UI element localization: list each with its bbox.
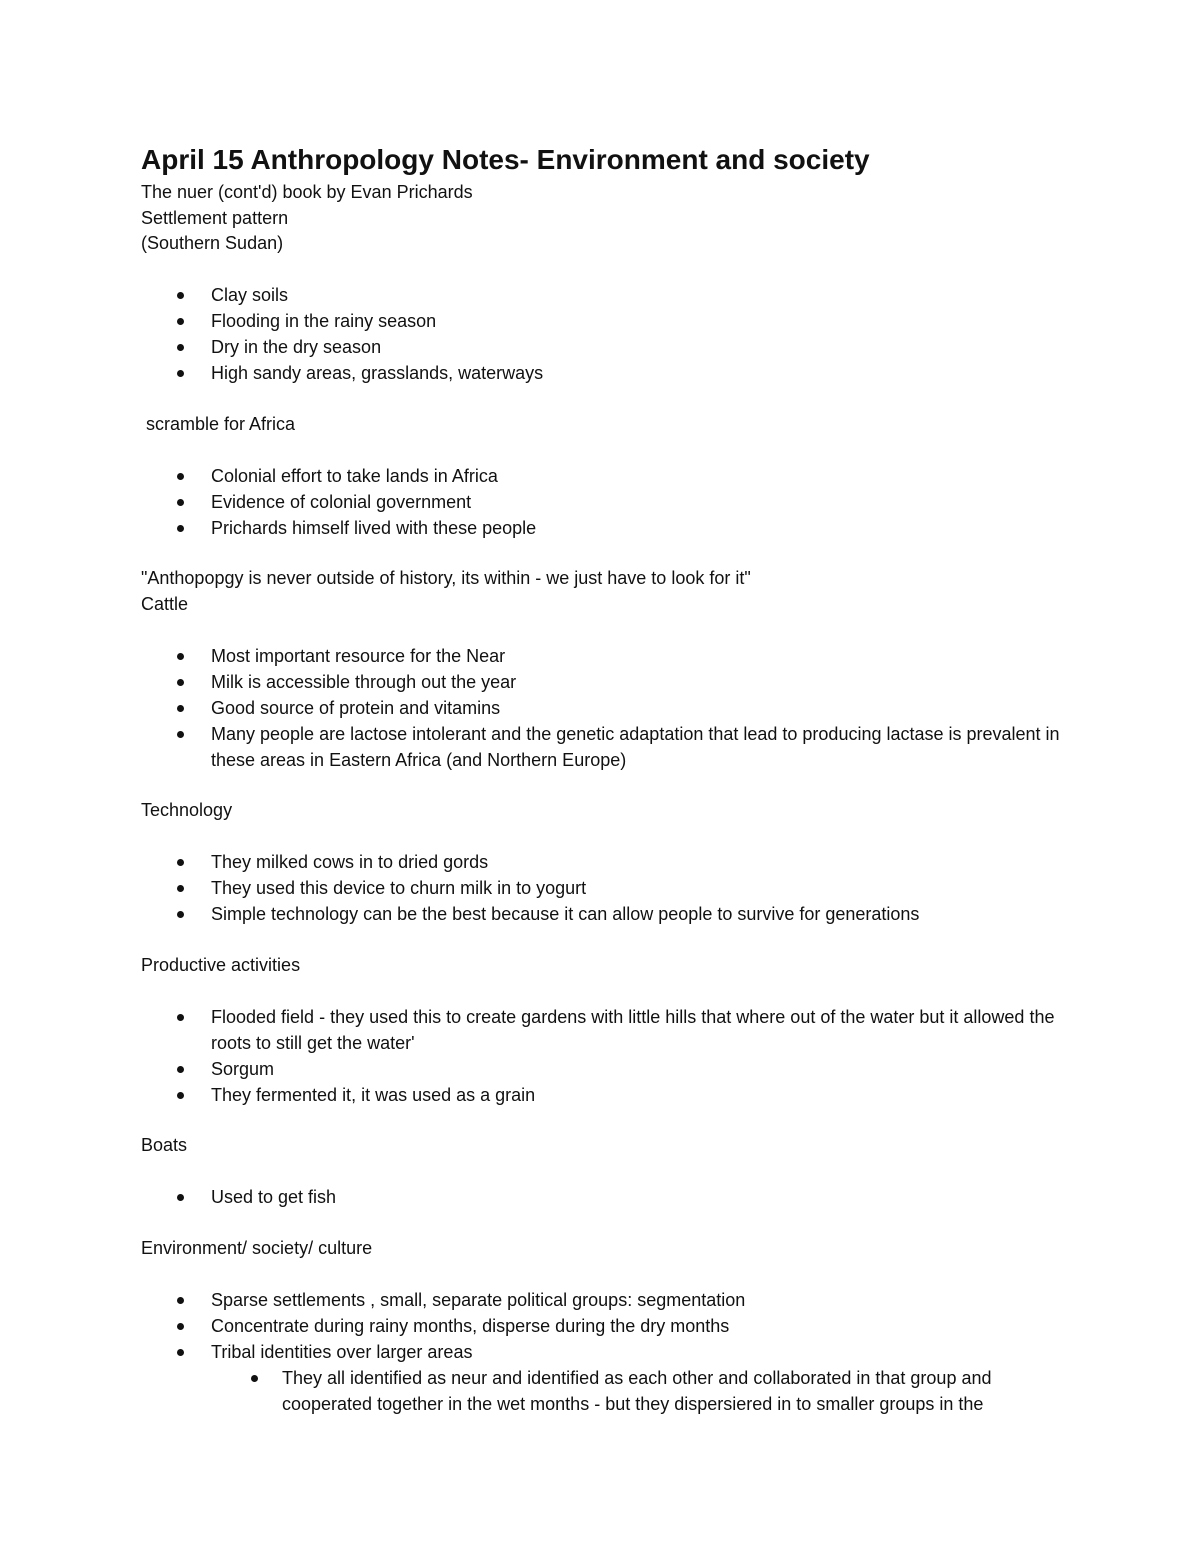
list-item: They fermented it, it was used as a grain (141, 1082, 1071, 1108)
list-item: Flooded field - they used this to create gardens with little hills that where out of the water but it allowed the roots to still get the water' (141, 1004, 1071, 1056)
list-item: Good source of protein and vitamins (141, 695, 1071, 721)
list-item: They used this device to churn milk in to yogurt (141, 875, 1071, 901)
bullet-icon (177, 473, 184, 480)
environment-sub-list (141, 1365, 1071, 1417)
bullet-icon (177, 1092, 184, 1099)
bullet-icon (177, 1194, 184, 1201)
list-item: Many people are lactose intolerant and the genetic adaptation that lead to producing lactase is prevalent in these areas in Eastern Africa (and Northern Europe) (141, 721, 1071, 773)
list-item: High sandy areas, grasslands, waterways (141, 360, 1071, 386)
bullet-icon (177, 1014, 184, 1021)
productive-list (141, 1004, 1071, 1108)
intro-line: (Southern Sudan) (141, 233, 284, 253)
bullet-icon (177, 679, 184, 686)
scramble-list (141, 463, 1071, 541)
list-item: They milked cows in to dried gords (141, 849, 1071, 875)
list-item: Simple technology can be the best because it can allow people to survive for generations (141, 901, 1071, 927)
bullet-icon (251, 1375, 258, 1382)
environment-list (141, 1287, 1071, 1365)
bullet-icon (177, 499, 184, 506)
page-title: April 15 Anthropology Notes- Environment and society (141, 144, 870, 175)
bullet-icon (177, 731, 184, 738)
list-item: Dry in the dry season (141, 334, 1071, 360)
boats-list (141, 1184, 1071, 1210)
bullet-icon (177, 653, 184, 660)
list-item: Flooding in the rainy season (141, 308, 1071, 334)
section-heading-scramble: scramble for Africa (141, 413, 296, 434)
section-heading-environment: Environment/ society/ culture (141, 1237, 373, 1258)
technology-list (141, 849, 1071, 927)
list-item: Milk is accessible through out the year (141, 669, 1071, 695)
list-item: They all identified as neur and identified as each other and collaborated in that group and cooperated together in the wet months - but they dispersiered in to smaller groups in the (141, 1365, 1071, 1417)
bullet-icon (177, 344, 184, 351)
cattle-list (141, 643, 1071, 773)
bullet-icon (177, 1349, 184, 1356)
list-item: Tribal identities over larger areas (141, 1339, 1071, 1365)
bullet-icon (177, 1297, 184, 1304)
list-item: Prichards himself lived with these people (141, 515, 1071, 541)
bullet-icon (177, 885, 184, 892)
list-item: Used to get fish (141, 1184, 1071, 1210)
section-heading-productive: Productive activities (141, 954, 301, 975)
bullet-icon (177, 859, 184, 866)
document-page (141, 140, 1071, 1417)
list-item: Colonial effort to take lands in Africa (141, 463, 1071, 489)
bullet-icon (177, 370, 184, 377)
quote-line: "Anthopopgy is never outside of history, its within - we just have to look for it" (141, 568, 751, 588)
bullet-icon (177, 705, 184, 712)
list-item: Evidence of colonial government (141, 489, 1071, 515)
intro-line: Settlement pattern (141, 207, 289, 228)
settlement-list (141, 282, 1071, 386)
section-heading-technology: Technology (141, 800, 233, 820)
list-item: Concentrate during rainy months, disperse during the dry months (141, 1313, 1071, 1339)
list-item: Sparse settlements , small, separate political groups: segmentation (141, 1287, 1071, 1313)
intro-line: The nuer (cont'd) book by Evan Prichards (141, 182, 473, 202)
bullet-icon (177, 318, 184, 325)
list-item: Clay soils (141, 282, 1071, 308)
list-item: Sorgum (141, 1056, 1071, 1082)
bullet-icon (177, 525, 184, 532)
list-item: Most important resource for the Near (141, 643, 1071, 669)
bullet-icon (177, 1066, 184, 1073)
section-heading-boats: Boats (141, 1135, 188, 1155)
bullet-icon (177, 292, 184, 299)
bullet-icon (177, 911, 184, 918)
bullet-icon (177, 1323, 184, 1330)
section-heading-cattle: Cattle (141, 593, 189, 614)
